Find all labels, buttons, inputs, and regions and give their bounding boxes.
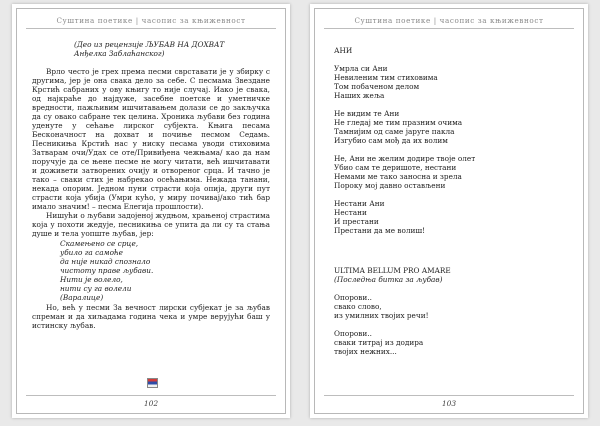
poem-line: Убио сам те деришоте, нестани [334,163,457,172]
poem-line: Том побаченом делом [334,82,420,91]
running-header: Суштина поетике | часопис за књижевност [354,16,544,25]
stanza [334,329,564,356]
running-header: Суштина поетике | часопис за књижевност [56,16,246,25]
poem-line: сваки титрај из додира [334,338,424,347]
poem-line: Не видим те Ани [334,109,400,118]
poem-line: Опорови.. [334,329,372,338]
flag-icon [147,378,158,388]
spacer [334,244,564,266]
poem-line: Нестани [334,208,367,217]
poem-subtitle: (Последња битка за љубав) [334,275,443,284]
page-number: 103 [441,399,457,408]
footer-rule [26,395,276,396]
footer-rule [324,395,574,396]
poem-title: АНИ [334,46,353,55]
poem-line: Не гледај ме тим празним очима [334,118,463,127]
poem-line: Не, Ани не желим додире твоје олет [334,154,476,163]
paragraph: Врло често је грех према песми сврставати је у збирку с другима, јер је она свака дело за себе. С песмама Звездане Крстић сабраних у ову књигу то није случај. Иако је свака, од најкраће до најдуже, засебне поетске и уметничке вредности, пажљивим ишчитавањем долази се до закључка да су овако сабране тек целина. Хроника љубави без година уденуте у сећање лирског субјекта. Књига песама Бесконачност на дохват и почиње песмом Седамь. Песникиња Крстић нас у ниску песама уводи стиховима Затварам очи/Удах се оте/Привиђена чежњама/ као да нам поручује да се њене песме не могу читати, већ ишчитавати и доживети затворених очију и отвореног срца. И тачно је тако – сваки стих је набрекао осећањима. Нежада танани, некада опорим. Једном пуни страсти која опија, други пут страсти која убија (Умри кућо, у миру почивај/ако тић бар имало значим! – песма Елегија прошлости). [32,67,270,211]
paragraph: Нишући о љубави задојеној жудњом, храњеној страстима која у похоти жедује, песникиња се упита да ли су та стања душе и тела уопште љубав, јер: [32,211,270,238]
verse-line: да није никад спознало [60,257,151,266]
right-page [310,4,588,418]
poem-line: Наших жеља [334,91,385,100]
stanza [334,199,564,235]
poem-line: Изгубио сам мођ да их волим [334,136,448,145]
stanza [334,64,564,100]
poem-line: Умрла си Ани [334,64,388,73]
verse-line: Нити је волело, [60,275,123,284]
verse-line: убило га самоће [60,248,123,257]
poem-line: из умилних твојих речи! [334,311,429,320]
poem-line: Опорови.. [334,293,372,302]
header-rule [26,28,276,29]
poem-line: Тамнијим од саме јаруге пакла [334,127,455,136]
subtitle-line: Анђелка Заблаћанског) [74,49,165,58]
header-rule [324,28,574,29]
poem-line: Нестани Ани [334,199,385,208]
right-page-content [334,46,564,365]
left-page-content [32,40,270,330]
poem-line: твојих нежних... [334,347,397,356]
page-number: 102 [143,399,159,408]
verse-line: Скамењено се срце, [60,239,139,248]
poem-line: Немами ме тако заносна и зрела [334,172,462,181]
poem-line: Пороку мој давно остављени [334,181,446,190]
verse-line: (Варалице) [60,293,104,302]
poem-line: И престани [334,217,379,226]
quoted-verse [60,239,270,302]
poem-line: свако слово, [334,302,382,311]
verse-line: чистоту праве љубави. [60,266,154,275]
left-page [12,4,290,418]
verse-line: нити су га волели [60,284,132,293]
subtitle-line: (Део из рецензије ЉУБАВ НА ДОХВАТ [74,40,225,49]
paragraph: Но, већ у песми За вечност лирски субјекат је за љубав спреман и да хиљадама година чека и умре верујући баш у истинску љубав. [32,303,270,330]
poem-line: Невиленим тим стиховима [334,73,438,82]
stanza [334,109,564,145]
poem-title: ULTIMA BELLUM PRO AMARE [334,266,451,275]
poem-line: Престани да ме волиш! [334,226,426,235]
stanza [334,293,564,320]
stanza [334,154,564,190]
review-subtitle [74,40,270,58]
